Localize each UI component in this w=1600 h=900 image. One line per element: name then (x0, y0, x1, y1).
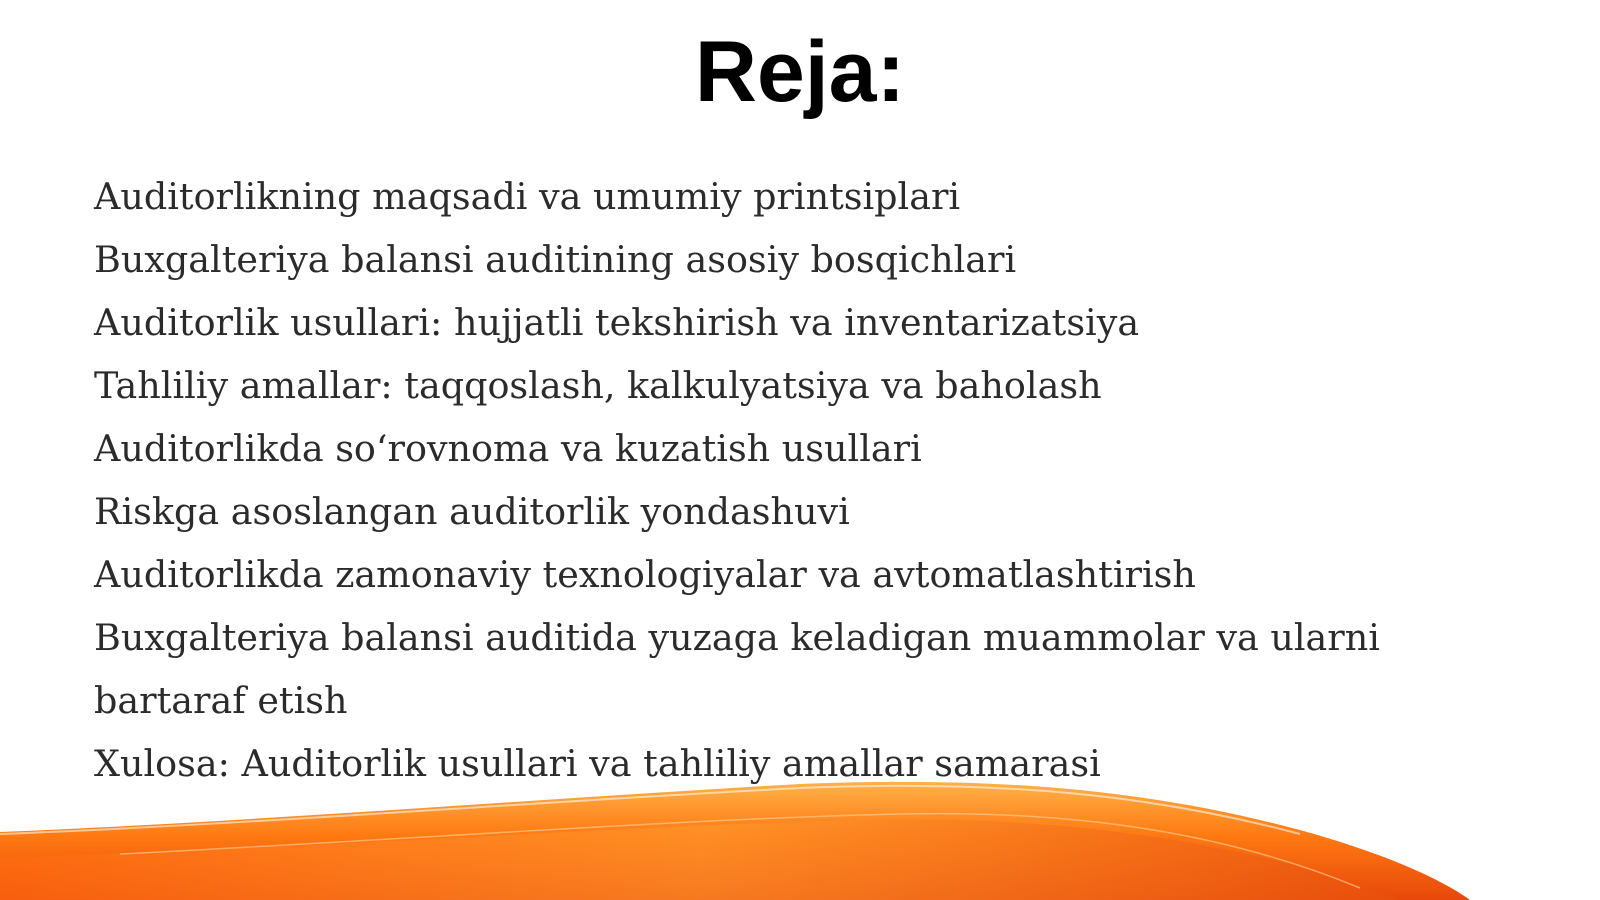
agenda-item-1: Auditorlikning maqsadi va umumiy printsiplari (94, 175, 961, 218)
agenda-item-4: Tahliliy amallar: taqqoslash, kalkulyatsiya va baholash (94, 364, 1102, 407)
agenda-item-3: Auditorlik usullari: hujjatli tekshirish va inventarizatsiya (94, 301, 1140, 344)
agenda-list (94, 165, 1514, 795)
agenda-item-8: Buxgalteriya balansi auditida yuzaga keladigan muammolar va ularni bartaraf etish (94, 616, 1380, 722)
agenda-item-9: Xulosa: Auditorlik usullari va tahliliy amallar samarasi (94, 742, 1101, 785)
agenda-item-6: Riskga asoslangan auditorlik yondashuvi (94, 490, 850, 533)
agenda-item-5: Auditorlikda so‘rovnoma va kuzatish usullari (94, 427, 922, 470)
orange-wave-decoration (0, 770, 1600, 900)
agenda-item-2: Buxgalteriya balansi auditining asosiy bosqichlari (94, 238, 1017, 281)
agenda-item-7: Auditorlikda zamonaviy texnologiyalar va avtomatlashtirish (94, 553, 1196, 596)
slide-title: Reja: (694, 24, 906, 120)
